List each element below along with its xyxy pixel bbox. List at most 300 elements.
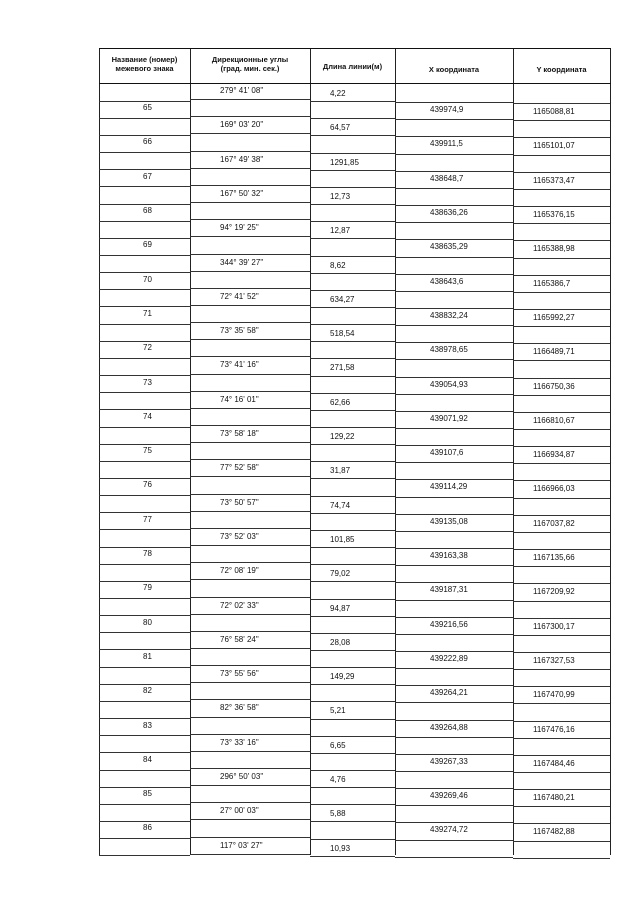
y-coordinate: 1165376,15 <box>533 210 575 220</box>
row-line <box>513 635 610 636</box>
column-border <box>513 48 514 855</box>
boundary-mark-number: 79 <box>143 583 152 593</box>
row-line <box>513 566 610 567</box>
row-line <box>190 579 310 580</box>
row-line <box>310 804 395 805</box>
row-line <box>513 515 610 516</box>
line-length: 101,85 <box>330 534 355 544</box>
direction-angle: 167° 50' 32" <box>220 188 264 198</box>
x-coordinate: 439264,88 <box>430 722 468 732</box>
line-length: 10,93 <box>330 843 351 853</box>
x-coordinate: 438636,26 <box>430 208 468 218</box>
direction-angle: 169° 03' 20" <box>220 120 264 130</box>
row-line <box>310 839 395 840</box>
row-line <box>99 461 190 462</box>
row-line <box>310 376 395 377</box>
row-line <box>190 322 310 323</box>
row-line <box>395 617 513 618</box>
row-line <box>190 511 310 512</box>
boundary-mark-number: 81 <box>143 651 152 661</box>
row-line <box>395 600 513 601</box>
row-line <box>513 498 610 499</box>
row-line <box>99 752 190 753</box>
row-line <box>99 564 190 565</box>
y-coordinate: 1167135,66 <box>533 553 575 563</box>
x-coordinate: 439187,31 <box>430 585 468 595</box>
y-coordinate: 1167327,53 <box>533 655 575 665</box>
row-line <box>310 581 395 582</box>
row-line <box>190 356 310 357</box>
row-line <box>310 616 395 617</box>
row-line <box>513 806 610 807</box>
row-line <box>310 221 395 222</box>
row-line <box>99 529 190 530</box>
direction-angle: 74° 16' 01" <box>220 394 259 404</box>
boundary-mark-number: 69 <box>143 240 152 250</box>
row-line <box>190 151 310 152</box>
row-line <box>310 358 395 359</box>
row-line <box>310 393 395 394</box>
row-line <box>99 701 190 702</box>
row-line <box>99 392 190 393</box>
column-border <box>610 48 611 855</box>
row-line <box>395 377 513 378</box>
row-line <box>190 476 310 477</box>
line-length: 149,29 <box>330 672 355 682</box>
boundary-mark-number: 72 <box>143 343 152 353</box>
x-coordinate: 439135,08 <box>430 516 468 526</box>
row-line <box>99 238 190 239</box>
direction-angle: 73° 33' 16" <box>220 737 259 747</box>
row-line <box>395 565 513 566</box>
row-line <box>395 514 513 515</box>
x-coordinate: 438643,6 <box>430 276 464 286</box>
line-length: 94,87 <box>330 603 351 613</box>
row-line <box>395 531 513 532</box>
row-line <box>190 545 310 546</box>
row-line <box>99 547 190 548</box>
header-x: X координата <box>428 65 480 74</box>
direction-angle: 117° 03' 27" <box>220 840 263 850</box>
row-line <box>395 411 513 412</box>
row-line <box>99 255 190 256</box>
row-line <box>513 686 610 687</box>
row-line <box>395 325 513 326</box>
row-line <box>99 375 190 376</box>
x-coordinate: 438635,29 <box>430 242 468 252</box>
row-line <box>99 855 190 856</box>
row-line <box>99 409 190 410</box>
row-line <box>99 598 190 599</box>
row-line <box>310 170 395 171</box>
row-line <box>190 442 310 443</box>
row-line <box>190 339 310 340</box>
row-line <box>513 378 610 379</box>
row-line <box>395 737 513 738</box>
row-line <box>513 703 610 704</box>
direction-angle: 73° 41' 16" <box>220 360 259 370</box>
boundary-mark-number: 84 <box>143 754 152 764</box>
row-line <box>513 755 610 756</box>
direction-angle: 279° 41' 08" <box>220 86 264 95</box>
line-length: 62,66 <box>330 397 351 407</box>
row-line <box>395 685 513 686</box>
row-line <box>310 273 395 274</box>
row-line <box>310 324 395 325</box>
row-line <box>513 480 610 481</box>
row-line <box>310 290 395 291</box>
row-line <box>190 254 310 255</box>
boundary-mark-number: 83 <box>143 720 152 730</box>
row-line <box>99 838 190 839</box>
row-line <box>99 478 190 479</box>
row-line <box>190 614 310 615</box>
line-length: 74,74 <box>330 500 351 510</box>
direction-angle: 167° 49' 38" <box>220 154 264 164</box>
x-coordinate: 438832,24 <box>430 310 468 320</box>
table-top-border <box>99 48 611 49</box>
row-line <box>395 257 513 258</box>
row-line <box>395 788 513 789</box>
row-line <box>395 668 513 669</box>
row-line <box>190 597 310 598</box>
x-coordinate: 439071,92 <box>430 413 468 423</box>
line-length: 1291,85 <box>330 157 359 167</box>
x-coordinate: 439163,38 <box>430 551 468 561</box>
row-line <box>190 459 310 460</box>
direction-angle: 72° 41' 52" <box>220 291 259 301</box>
row-line <box>190 99 310 100</box>
boundary-mark-number: 80 <box>143 617 152 627</box>
row-line <box>395 359 513 360</box>
row-line <box>190 785 310 786</box>
row-line <box>310 204 395 205</box>
boundary-mark-number: 85 <box>143 789 152 799</box>
row-line <box>99 581 190 582</box>
row-line <box>513 823 610 824</box>
column-border <box>395 48 396 855</box>
row-line <box>190 391 310 392</box>
row-line <box>513 326 610 327</box>
line-length: 8,62 <box>330 260 346 270</box>
row-line <box>513 858 610 859</box>
line-length: 5,21 <box>330 706 346 716</box>
header-angles-line2: (град. мин. сек.) <box>220 64 280 73</box>
y-coordinate: 1165101,07 <box>533 141 575 151</box>
row-line <box>190 408 310 409</box>
boundary-mark-number: 75 <box>143 446 152 456</box>
row-line <box>99 787 190 788</box>
header-bottom-border <box>99 83 611 84</box>
row-line <box>99 186 190 187</box>
row-line <box>513 223 610 224</box>
row-line <box>513 137 610 138</box>
row-line <box>190 219 310 220</box>
row-line <box>310 719 395 720</box>
row-line <box>310 427 395 428</box>
row-line <box>99 306 190 307</box>
row-line <box>310 187 395 188</box>
row-line <box>513 583 610 584</box>
row-line <box>190 133 310 134</box>
row-line <box>99 649 190 650</box>
row-line <box>310 667 395 668</box>
row-line <box>395 445 513 446</box>
boundary-mark-number: 77 <box>143 514 152 524</box>
line-length: 79,02 <box>330 569 351 579</box>
row-line <box>513 240 610 241</box>
row-line <box>513 601 610 602</box>
direction-angle: 72° 02' 33" <box>220 600 259 610</box>
row-line <box>395 274 513 275</box>
row-line <box>513 446 610 447</box>
row-line <box>190 271 310 272</box>
x-coordinate: 439274,72 <box>430 825 468 835</box>
row-line <box>99 289 190 290</box>
row-line <box>395 497 513 498</box>
row-line <box>513 618 610 619</box>
x-coordinate: 439222,89 <box>430 653 468 663</box>
row-line <box>513 275 610 276</box>
header-name-line2: межевого знака <box>115 64 174 73</box>
line-length: 28,08 <box>330 637 351 647</box>
y-coordinate: 1167300,17 <box>533 621 575 631</box>
row-line <box>395 771 513 772</box>
row-line <box>513 841 610 842</box>
row-line <box>395 822 513 823</box>
boundary-mark-number: 71 <box>143 308 152 318</box>
row-line <box>190 631 310 632</box>
row-line <box>99 221 190 222</box>
direction-angle: 94° 19' 25" <box>220 223 259 233</box>
y-coordinate: 1165388,98 <box>533 244 575 254</box>
direction-angle: 76° 58' 24" <box>220 634 259 644</box>
row-line <box>513 789 610 790</box>
row-line <box>190 682 310 683</box>
line-length: 31,87 <box>330 466 351 476</box>
row-line <box>395 720 513 721</box>
row-line <box>190 288 310 289</box>
line-length: 6,65 <box>330 740 346 750</box>
x-coordinate: 439114,29 <box>430 482 468 492</box>
row-line <box>190 425 310 426</box>
row-line <box>310 444 395 445</box>
row-line <box>99 427 190 428</box>
row-line <box>190 185 310 186</box>
header-name: Название (номер) <box>111 55 178 64</box>
row-line <box>513 103 610 104</box>
row-line <box>513 669 610 670</box>
y-coordinate: 1165088,81 <box>533 107 575 117</box>
row-line <box>513 343 610 344</box>
row-line <box>513 309 610 310</box>
line-length: 64,57 <box>330 123 351 133</box>
boundary-mark-number: 66 <box>143 137 152 147</box>
direction-angle: 296° 50' 03" <box>220 772 264 781</box>
y-coordinate: 1166750,36 <box>533 381 575 391</box>
row-line <box>395 171 513 172</box>
row-line <box>310 564 395 565</box>
direction-angle: 82° 36' 58" <box>220 703 259 713</box>
row-line <box>395 239 513 240</box>
row-line <box>99 169 190 170</box>
row-line <box>190 202 310 203</box>
row-line <box>310 787 395 788</box>
row-line <box>310 101 395 102</box>
row-line <box>99 204 190 205</box>
y-coordinate: 1167484,46 <box>533 758 575 768</box>
row-line <box>190 819 310 820</box>
row-line <box>310 599 395 600</box>
row-line <box>99 341 190 342</box>
x-coordinate: 439054,93 <box>430 379 468 389</box>
row-line <box>310 478 395 479</box>
header-length: Длина линии(м) <box>322 62 383 71</box>
direction-angle: 77° 52' 58" <box>220 463 259 473</box>
row-line <box>190 305 310 306</box>
row-line <box>99 770 190 771</box>
boundary-mark-number: 82 <box>143 686 152 696</box>
boundary-mark-number: 70 <box>143 274 152 284</box>
y-coordinate: 1166966,03 <box>533 484 575 494</box>
row-line <box>395 222 513 223</box>
row-line <box>310 513 395 514</box>
direction-angle: 73° 55' 56" <box>220 669 259 679</box>
row-line <box>513 652 610 653</box>
row-line <box>395 702 513 703</box>
row-line <box>99 684 190 685</box>
row-line <box>395 102 513 103</box>
y-coordinate: 1167470,99 <box>533 690 575 700</box>
row-line <box>310 153 395 154</box>
x-coordinate: 439269,46 <box>430 791 468 801</box>
row-line <box>190 374 310 375</box>
row-line <box>190 717 310 718</box>
row-line <box>310 821 395 822</box>
row-line <box>190 528 310 529</box>
x-coordinate: 439264,21 <box>430 688 468 698</box>
row-line <box>310 135 395 136</box>
y-coordinate: 1167037,82 <box>533 518 575 528</box>
row-line <box>513 292 610 293</box>
row-line <box>395 136 513 137</box>
header-angles: Дирекционные углы <box>211 55 289 64</box>
row-line <box>310 547 395 548</box>
x-coordinate: 439911,5 <box>430 139 463 149</box>
row-line <box>513 721 610 722</box>
row-line <box>310 307 395 308</box>
row-line <box>190 699 310 700</box>
row-line <box>99 358 190 359</box>
row-line <box>395 291 513 292</box>
boundary-mark-number: 67 <box>143 171 152 181</box>
row-line <box>99 735 190 736</box>
row-line <box>310 341 395 342</box>
header-y: Y координата <box>536 65 587 74</box>
row-line <box>190 168 310 169</box>
row-line <box>99 615 190 616</box>
line-length: 5,88 <box>330 809 346 819</box>
row-line <box>190 562 310 563</box>
row-line <box>310 238 395 239</box>
row-line <box>310 118 395 119</box>
line-length: 12,73 <box>330 191 351 201</box>
direction-angle: 73° 52' 03" <box>220 531 259 541</box>
direction-angle: 344° 39' 27" <box>220 257 264 267</box>
row-line <box>99 667 190 668</box>
direction-angle: 72° 08' 19" <box>220 566 259 576</box>
row-line <box>99 324 190 325</box>
boundary-mark-number: 74 <box>143 411 152 421</box>
row-line <box>310 736 395 737</box>
row-line <box>190 116 310 117</box>
row-line <box>513 429 610 430</box>
y-coordinate: 1167482,88 <box>533 827 575 837</box>
row-line <box>513 258 610 259</box>
row-line <box>99 804 190 805</box>
boundary-mark-number: 73 <box>143 377 152 387</box>
row-line <box>190 768 310 769</box>
direction-angle: 73° 35' 58" <box>220 326 259 336</box>
row-line <box>395 840 513 841</box>
row-line <box>395 119 513 120</box>
row-line <box>395 479 513 480</box>
row-line <box>99 152 190 153</box>
row-line <box>310 701 395 702</box>
row-line <box>395 188 513 189</box>
row-line <box>395 462 513 463</box>
row-line <box>513 549 610 550</box>
row-line <box>190 494 310 495</box>
x-coordinate: 439974,9 <box>430 105 464 115</box>
direction-angle: 73° 50' 57" <box>220 497 259 507</box>
row-line <box>99 135 190 136</box>
boundary-mark-number: 78 <box>143 549 152 559</box>
y-coordinate: 1167476,16 <box>533 724 575 734</box>
row-line <box>395 428 513 429</box>
row-line <box>310 633 395 634</box>
line-length: 129,22 <box>330 432 355 441</box>
row-line <box>99 632 190 633</box>
boundary-mark-number: 86 <box>143 823 152 833</box>
row-line <box>310 684 395 685</box>
row-line <box>395 342 513 343</box>
line-length: 271,58 <box>330 363 355 373</box>
row-line <box>513 189 610 190</box>
row-line <box>190 648 310 649</box>
y-coordinate: 1166934,87 <box>533 450 575 460</box>
row-line <box>395 805 513 806</box>
row-line <box>99 718 190 719</box>
boundary-mark-number: 65 <box>143 103 152 113</box>
row-line <box>395 154 513 155</box>
y-coordinate: 1165373,47 <box>533 175 575 185</box>
row-line <box>310 650 395 651</box>
y-coordinate: 1166489,71 <box>533 347 575 357</box>
row-line <box>310 256 395 257</box>
row-line <box>513 172 610 173</box>
x-coordinate: 439267,33 <box>430 756 468 766</box>
row-line <box>310 496 395 497</box>
y-coordinate: 1165992,27 <box>533 312 575 322</box>
row-line <box>99 512 190 513</box>
line-length: 12,87 <box>330 226 351 236</box>
line-length: 518,54 <box>330 329 355 339</box>
direction-angle: 73° 58' 18" <box>220 429 259 438</box>
row-line <box>395 651 513 652</box>
y-coordinate: 1166810,67 <box>533 415 575 425</box>
boundary-mark-number: 76 <box>143 480 152 490</box>
